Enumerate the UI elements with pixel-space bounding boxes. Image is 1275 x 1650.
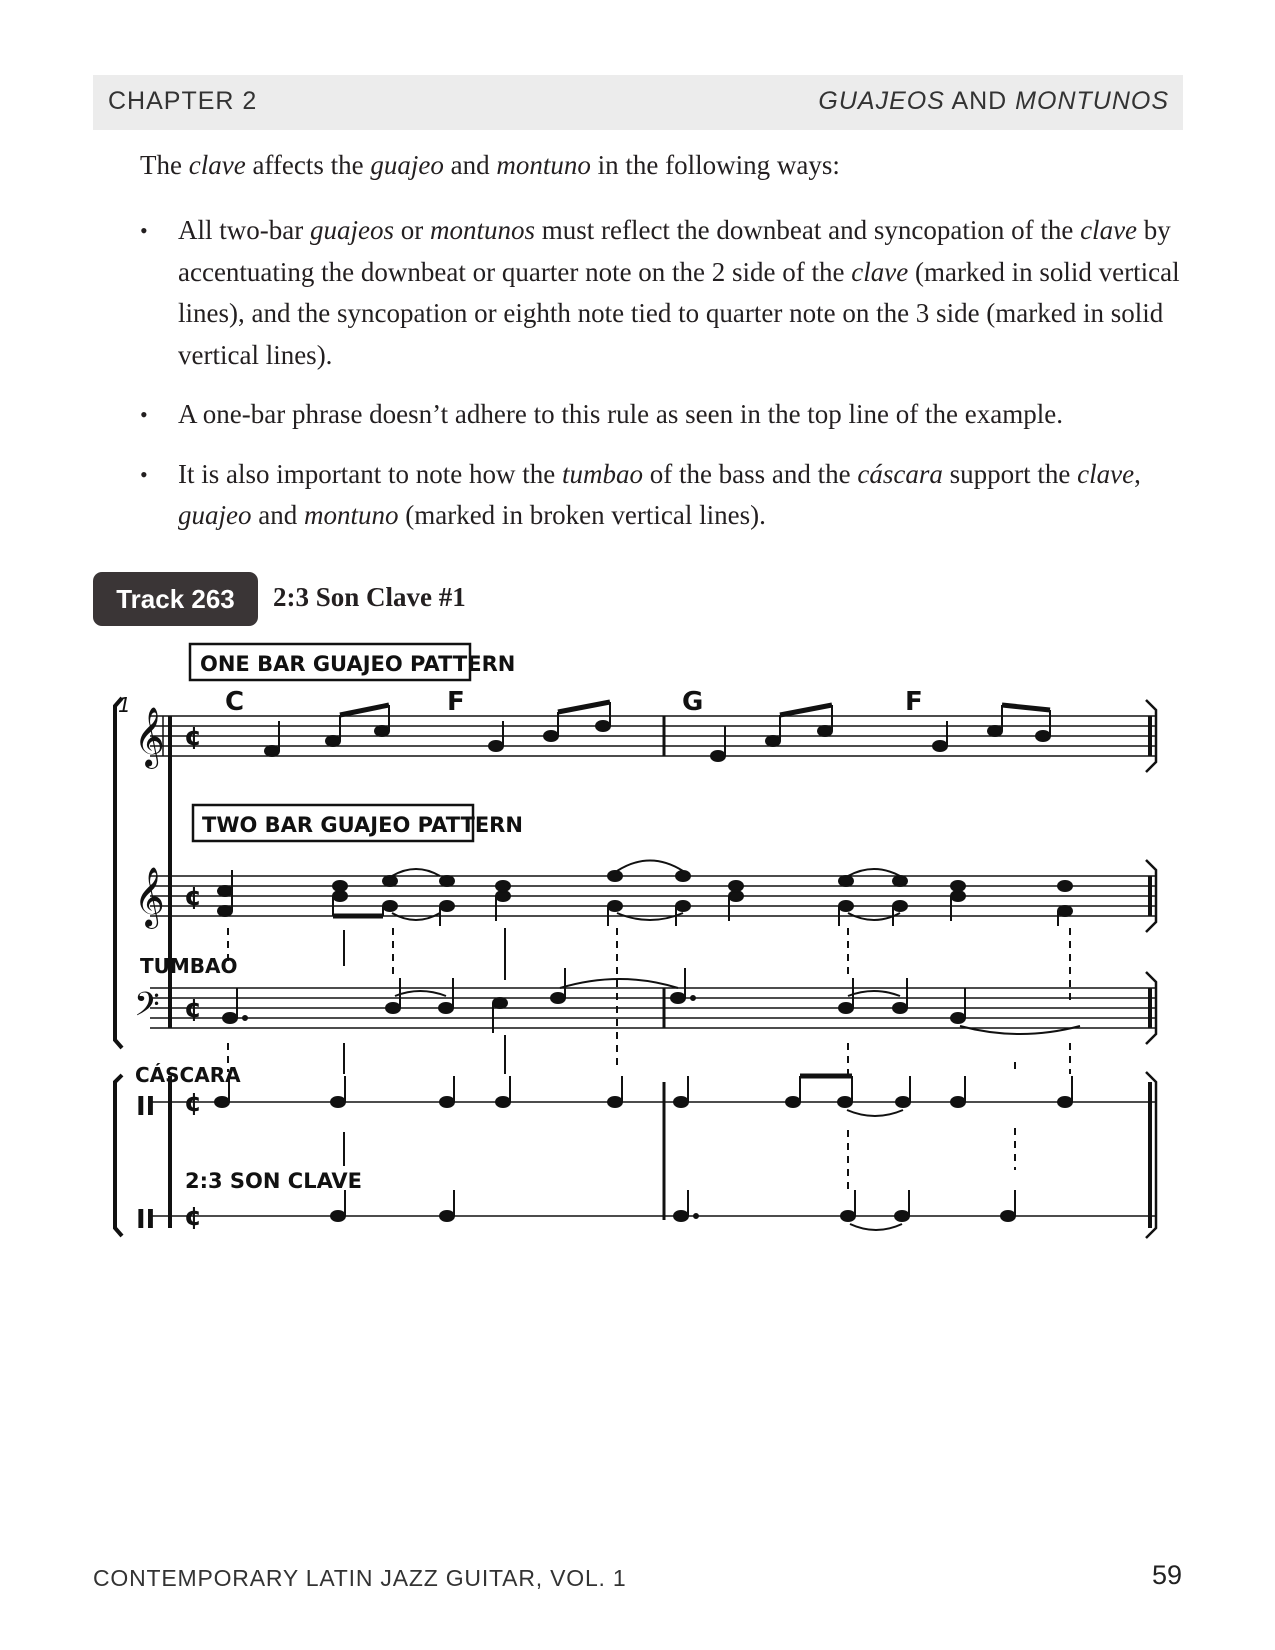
svg-text:¢: ¢ — [184, 1202, 203, 1232]
section-title: GUAJEOS AND MONTUNOS — [818, 87, 1169, 115]
chapter-header-bar — [93, 75, 1183, 130]
svg-text:𝄞: 𝄞 — [134, 707, 165, 767]
two-bar-label: TWO BAR GUAJEO PATTERN — [202, 813, 523, 837]
bullet-list — [140, 210, 1180, 555]
measure-number: 1 — [118, 693, 131, 717]
intro-sentence: The clave affects the guajeo and montuno in the following ways: — [140, 150, 840, 180]
track-title: 2:3 Son Clave #1 — [273, 582, 466, 612]
svg-text:II: II — [136, 1205, 156, 1235]
chord-symbol: G — [682, 687, 704, 717]
svg-text:II: II — [136, 1092, 156, 1122]
svg-text:𝄢: 𝄢 — [134, 986, 160, 1032]
bullet-item: • All two-bar guajeos or montunos must reflect the downbeat and syncopation of the clave by accentuating the downbeat or quarter note on the 2 side of the clave (marked in solid vertical lines), and the syncopation or eighth note tied to quarter note on the 3 side (marked in solid vertical lines). — [140, 210, 1180, 376]
svg-text:𝄞: 𝄞 — [134, 867, 165, 927]
music-score — [0, 630, 1275, 1290]
chord-symbol: F — [905, 687, 923, 717]
svg-text:¢: ¢ — [184, 994, 203, 1024]
svg-text:¢: ¢ — [184, 882, 203, 912]
bullet-item: • It is also important to note how the tumbao of the bass and the cáscara support the clave, guajeo and montuno (marked in broken vertical lines). — [140, 454, 1180, 537]
svg-text:¢: ¢ — [184, 722, 203, 752]
clave-label: 2:3 SON CLAVE — [185, 1169, 363, 1193]
book-title: CONTEMPORARY LATIN JAZZ GUITAR, VOL. 1 — [93, 1565, 627, 1591]
page-number: 59 — [1151, 1560, 1182, 1590]
svg-text:¢: ¢ — [184, 1088, 203, 1118]
chord-symbol: C — [225, 687, 245, 717]
track-badge: Track 263 — [93, 572, 258, 626]
bullet-item: • A one-bar phrase doesn’t adhere to this rule as seen in the top line of the example. — [140, 394, 1180, 436]
chord-symbol: F — [447, 687, 465, 717]
cascara-label: CÁSCARA — [135, 1063, 241, 1087]
tumbao-label: TUMBAO — [140, 954, 238, 978]
chapter-label: CHAPTER 2 — [108, 87, 258, 115]
one-bar-label: ONE BAR GUAJEO PATTERN — [200, 652, 516, 676]
